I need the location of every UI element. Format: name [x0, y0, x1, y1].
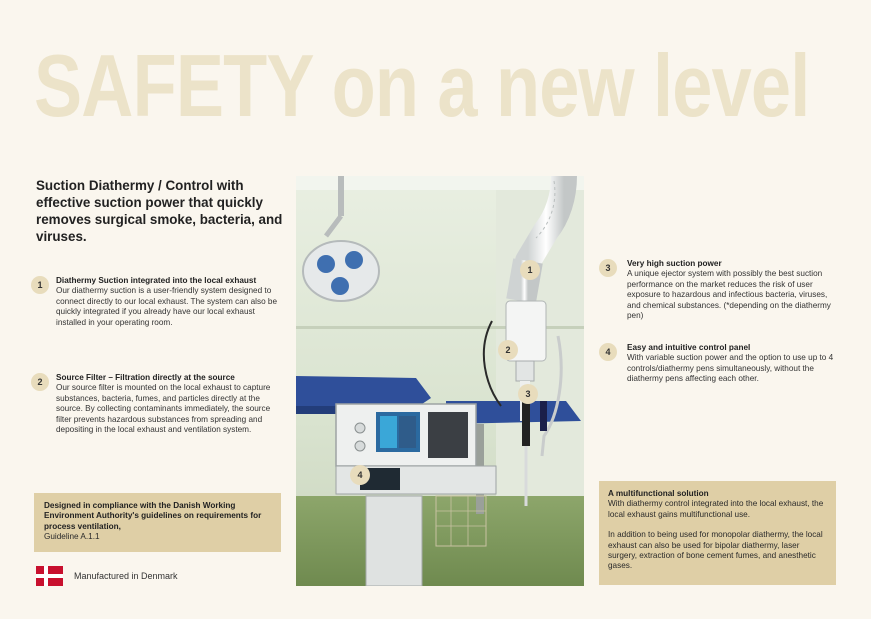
photo-marker-4: 4 — [350, 465, 370, 485]
compliance-guideline: Guideline A.1.1 — [44, 532, 100, 542]
product-photo — [296, 176, 584, 586]
page-headline: SAFETY on a new level — [34, 36, 810, 135]
feature-suction-power — [599, 259, 839, 321]
feature-number-badge: 3 — [599, 259, 617, 277]
feature-text: A unique ejector system with possibly the best suction performance on the market reduces the risk of user exposure to hazardous and infectious bacteria, viruses, and chemical substances. (*depending on the diathermy pen) — [627, 269, 831, 321]
feature-source-filter — [31, 373, 281, 435]
feature-title: Easy and intuitive control panel — [627, 343, 751, 352]
multifunctional-box — [599, 481, 836, 585]
feature-control-panel — [599, 343, 839, 385]
compliance-box — [34, 493, 281, 552]
feature-number-badge: 4 — [599, 343, 617, 361]
intro-text: Suction Diathermy / Control with effective suction power that quickly removes surgical smoke, bacteria, and viruses. — [36, 178, 283, 244]
photo-marker-3: 3 — [518, 384, 538, 404]
multifunctional-title: A multifunctional solution — [608, 489, 709, 498]
manufactured-in-label: Manufactured in Denmark — [74, 571, 178, 581]
feature-title: Very high suction power — [627, 259, 722, 268]
multifunctional-text-2: In addition to being used for monopolar diathermy, the local exhaust can also be used for bipolar diathermy, laser surgery, extraction of bone cement fumes, and anesthetic gases. — [608, 530, 823, 571]
feature-title: Source Filter – Filtration directly at the source — [56, 373, 235, 382]
feature-number-badge: 1 — [31, 276, 49, 294]
operating-room-illustration — [296, 176, 584, 586]
compliance-bold-text: Designed in compliance with the Danish Working Environment Authority's guidelines on requirements for process ventilation, — [44, 501, 262, 531]
photo-marker-2: 2 — [498, 340, 518, 360]
feature-number-badge: 2 — [31, 373, 49, 391]
feature-text: With variable suction power and the option to use up to 4 controls/diathermy pens simultaneously, without the diathermy pens affecting each other. — [627, 353, 834, 384]
danish-flag-icon — [36, 566, 63, 586]
feature-text: Our diathermy suction is a user-friendly system designed to connect directly to our local exhaust. The system can also be quickly integrated if you already have our local exhaust installed in your operating room. — [56, 286, 278, 327]
feature-diathermy-suction — [31, 276, 281, 328]
feature-title: Diathermy Suction integrated into the local exhaust — [56, 276, 257, 285]
feature-text: Our source filter is mounted on the local exhaust to capture substances, bacteria, fumes, and particles directly at the source. By collecting contaminants immediately, the source filter prevents hazardous substances from spreading and depositing in the local exhaust and ventilation system. — [56, 383, 271, 435]
photo-marker-1: 1 — [520, 260, 540, 280]
multifunctional-text-1: With diathermy control integrated into the local exhaust, the local exhaust gains multifunctional use. — [608, 499, 824, 519]
